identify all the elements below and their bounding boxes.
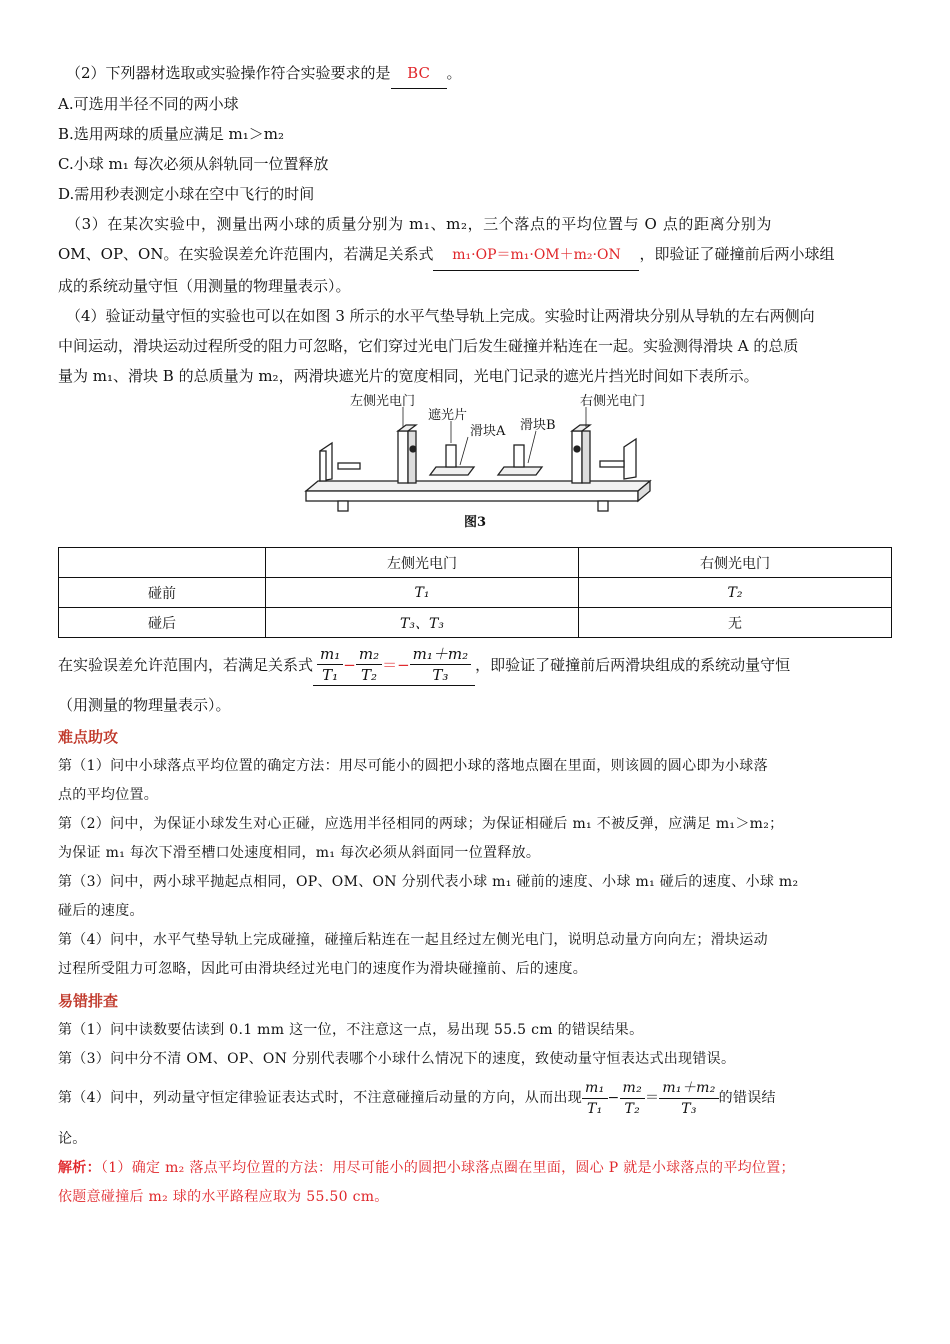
q3-line2-after: ，即验证了碰撞前后两小球组 [639,245,835,263]
errors-e1: 第（1）问中读数要估读到 0.1 mm 这一位，不注意这一点，易出现 55.5 cm 的错误结果。 [58,1022,644,1038]
fraction-numerator: m₁＋m₂ [659,1078,718,1099]
analysis-label: 解析 [58,1160,87,1176]
q3-line2-before: OM、OP、ON。在实验误差允许范围内，若满足关系式 [58,245,434,263]
fraction-denominator: T₁ [322,666,339,684]
difficulty-p2b: 为保证 m₁ 每次下滑至槽口处速度相同，m₁ 每次必须从斜面同一位置释放。 [58,845,541,861]
label-right-gate: 右侧光电门 [580,394,646,409]
analysis-colon: ： [86,1160,101,1176]
errors-e3-equals: ＝ [645,1090,660,1106]
fraction-m1m2-t3 [659,1078,718,1119]
fraction-numerator: m₁ [317,644,343,665]
q2-option-b: B.选用两球的质量应满足 m₁＞m₂ [58,125,285,143]
errors-e3-minus: − [607,1090,620,1106]
difficulty-p4a: 第（4）问中，水平气垫导轨上完成碰撞，碰撞后粘连在一起且经过左侧光电门，说明总动量方向向左；滑块运动 [58,932,768,948]
q3-line3: 成的系统动量守恒（用测量的物理量表示）。 [58,277,351,295]
figure-3 [58,391,892,541]
fraction-m1m2-t3 [410,644,471,685]
errors-e3-after: 的错误结 [718,1090,776,1106]
table-cell: 无 [579,608,892,638]
eq-tail: （用测量的物理量表示）。 [58,696,231,714]
fraction-m2-t2 [356,644,382,685]
table-header-cell: 左侧光电门 [266,548,579,578]
table-cell: 碰后 [59,608,266,638]
q2-stem-line [58,58,892,89]
table-header-cell [59,548,266,578]
table-header-cell: 右侧光电门 [579,548,892,578]
eq-before: 在实验误差允许范围内，若满足关系式 [58,656,314,674]
analysis-line1 [58,1154,892,1183]
errors-e2: 第（3）问中分不清 OM、OP、ON 分别代表哪个小球什么情况下的速度，致使动量守恒表达式出现错误。 [58,1051,736,1067]
table-header-row [59,548,892,578]
q2-option-a: A.可选用半径不同的两小球 [58,95,239,113]
fraction-numerator: m₂ [620,1078,646,1099]
figure-caption: 图3 [463,515,487,530]
fraction-denominator: T₁ [586,1101,603,1117]
q3-line1: （3）在某次实验中，测量出两小球的质量分别为 m₁、m₂，三个落点的平均位置与 O 点的距离分别为 [66,215,773,233]
table-cell: T₁ [266,578,579,608]
q3-line2 [58,239,892,271]
q2-end: 。 [446,64,462,82]
table-cell: T₃、T₃ [266,608,579,638]
fraction-numerator: m₂ [356,644,382,665]
label-slider-b: 滑块B [520,418,556,433]
label-left-gate: 左侧光电门 [350,394,416,409]
q2-answer: BC [391,58,447,89]
table-row [59,608,892,638]
errors-e3-end: 论。 [58,1131,87,1147]
difficulty-title: 难点助攻 [58,728,119,746]
q2-stem: （2）下列器材选取或实验操作符合实验要求的是 [66,64,391,82]
fraction-m1-t1 [317,644,343,685]
difficulty-p2a: 第（2）问中，为保证小球发生对心正碰，应选用半径相同的两球；为保证相碰后 m₁ 不被反弹，应满足 m₁＞m₂； [58,816,784,832]
difficulty-p1b: 点的平均位置。 [58,787,159,803]
errors-e3-before: 第（4）问中，列动量守恒定律验证表达式时，不注意碰撞后动量的方向，从而出现 [58,1090,583,1106]
fraction-denominator: T₃ [432,666,449,684]
fraction-m2-t2 [620,1078,646,1119]
analysis-line2: 依题意碰撞后 m₂ 球的水平路程应取为 55.50 cm。 [58,1189,389,1205]
q4-answer-formula [313,644,475,686]
label-shade: 遮光片 [428,408,468,423]
fraction-numerator: m₁ [582,1078,608,1099]
eq-equals: ＝− [382,655,410,674]
q2-option-d: D.需用秒表测定小球在空中飞行的时间 [58,185,315,203]
q4-line3: 量为 m₁、滑块 B 的总质量为 m₂，两滑块遮光片的宽度相同，光电门记录的遮光片挡光时间如下表所示。 [58,367,759,385]
eq-after: ，即验证了碰撞前后两滑块组成的系统动量守恒 [475,656,791,674]
difficulty-p3a: 第（3）问中，两小球平抛起点相同，OP、OM、ON 分别代表小球 m₁ 碰前的速度、小球 m₁ 碰后的速度、小球 m₂ [58,874,799,890]
document-page [58,58,892,1212]
q2-option-c: C.小球 m₁ 每次必须从斜轨同一位置释放 [58,155,329,173]
fraction-denominator: T₂ [360,666,377,684]
errors-e3-line [58,1078,892,1119]
table-row [59,578,892,608]
q4-equation-line [58,644,892,686]
q3-answer: m₁·OP＝m₁·OM＋m₂·ON [433,240,639,271]
difficulty-p4b: 过程所受阻力可忽略，因此可由滑块经过光电门的速度作为滑块碰撞前、后的速度。 [58,961,588,977]
fraction-denominator: T₃ [681,1101,697,1117]
difficulty-p3b: 碰后的速度。 [58,903,144,919]
photogate-table [58,547,892,638]
label-slider-a: 滑块A [470,424,506,439]
difficulty-p1a: 第（1）问中小球落点平均位置的确定方法：用尽可能小的圆把小球的落地点圈在里面，则该圆的圆心即为小球落 [58,758,768,774]
fraction-denominator: T₂ [624,1101,641,1117]
q4-line1: （4）验证动量守恒的实验也可以在如图 3 所示的水平气垫导轨上完成。实验时让两滑块分别从导轨的左右两侧向 [66,307,815,325]
eq-minus: − [343,655,356,674]
q4-line2: 中间运动，滑块运动过程所受的阻力可忽略，它们穿过光电门后发生碰撞并粘连在一起。实验测得滑块 A 的总质 [58,337,799,355]
errors-title: 易错排查 [58,992,119,1010]
fraction-m1-t1 [582,1078,608,1119]
table-cell: T₂ [579,578,892,608]
table-cell: 碰前 [59,578,266,608]
fraction-numerator: m₁＋m₂ [410,644,471,665]
analysis-text-1: （1）确定 m₂ 落点平均位置的方法：用尽可能小的圆把小球落点圈在里面，圆心 P 就是小球落点的平均位置； [100,1160,795,1176]
